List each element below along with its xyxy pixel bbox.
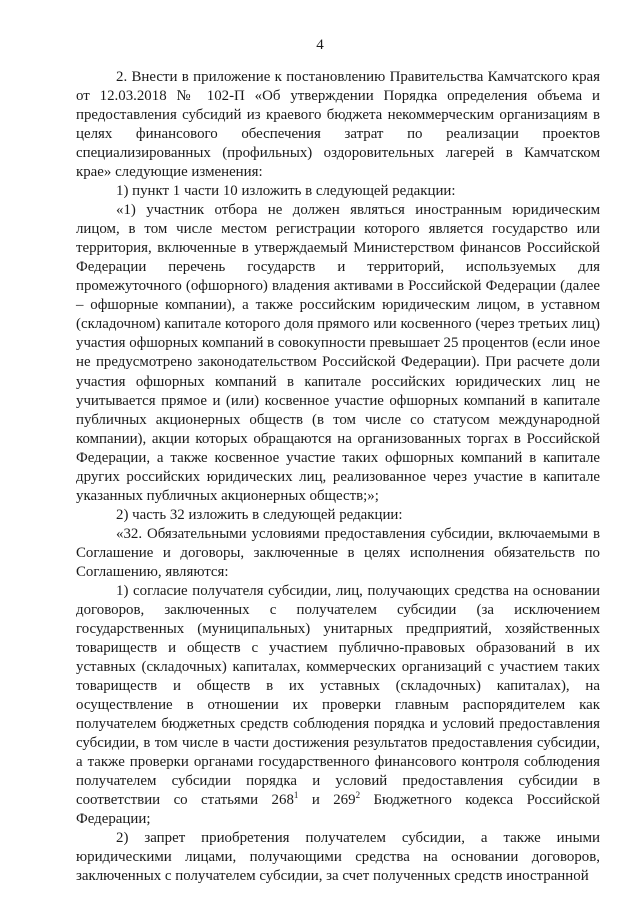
paragraph-item-2: 2. Внести в приложение к постановлению Правительства Камчатского края от 12.03.2018 № 102-П «Об утверждении Порядка определения объема и предоставления субсидий из краевого бюджета некоммерческим организациям в целях финансового обеспечения затрат по реализации проектов специализированных (профильных) оздоровительных лагерей в Камчатском крае» следующие изменения: xyxy=(76,69,600,181)
paragraph-subitem-1-text: «1) участник отбора не должен являться иностранным юридическим лицом, в том числе местом регистрации которого является государство или территория, включенные в утверждаемый Министерством финансов Российской Федерации перечень государств и территорий, используемых для промежуточного (офшорного) владения активами в Российской Федерации (далее – офшорные компании), а также российским юридическим лицом, в уставном (складочном) капитале которого доля прямого или косвенного (через третьих лиц) участия офшорных компаний в совокупности превышает 25 процентов (если иное не предусмотрено законодательством Российской Федерации). При расчете доли участия офшорных компаний в капитале российских юридических лиц не учитывается прямое и (или) косвенное участие офшорных компаний в капитале публичных акционерных обществ (в том числе со статусом международной компании), акции которых обращаются на организованных торгах в Российской Федерации, а также косвенное участие таких офшорных компаний в капитале других российских юридических лиц, реализованное через участие в капитале указанных публичных акционерных обществ;»; xyxy=(76,202,600,504)
document-body xyxy=(76,68,600,886)
condition-1-text-middle: и 269 xyxy=(298,792,356,809)
condition-1-text-before: 1) согласие получателя субсидии, лиц, получающих средства на основании договоров, заключенных с получателем субсидии (за исключением государственных (муниципальных) унитарных предприятий, хозяйственных товариществ и обществ с участием публично-правовых образований в их уставных (складочных) капиталах, коммерческих организаций с участием таких товариществ и обществ в их уставных (складочных) капиталах), на осуществление в отношении их проверки главным распорядителем как получателем бюджетных средств соблюдения порядка и условий предоставления субсидии, в том числе в части достижения результатов предоставления субсидии, а также проверки органами государственного финансового контроля соблюдения получателем субсидии порядка и условий предоставления субсидии в соответствии со статьями 268 xyxy=(76,582,600,809)
paragraph-subitem-2-intro: 2) часть 32 изложить в следующей редакции: xyxy=(116,506,403,523)
paragraph-condition-1 xyxy=(76,582,600,829)
paragraph-condition-2: 2) запрет приобретения получателем субсидии, а также иными юридическими лицами, получающими средства на основании договоров, заключенных с получателем субсидии, за счет полученных средств иностранной xyxy=(76,830,600,885)
page-number: 4 xyxy=(316,37,324,53)
paragraph-part-32: «32. Обязательными условиями предоставления субсидии, включаемыми в Соглашение и договоры, заключенные в целях исполнения обязательств по Соглашению, являются: xyxy=(76,525,600,580)
condition-1-text-after: Бюджетного кодекса Российской Федерации; xyxy=(76,792,600,828)
superscript-1: 1 xyxy=(293,790,299,801)
superscript-2: 2 xyxy=(355,790,361,801)
paragraph-subitem-1-intro: 1) пункт 1 части 10 изложить в следующей редакции: xyxy=(116,183,456,200)
